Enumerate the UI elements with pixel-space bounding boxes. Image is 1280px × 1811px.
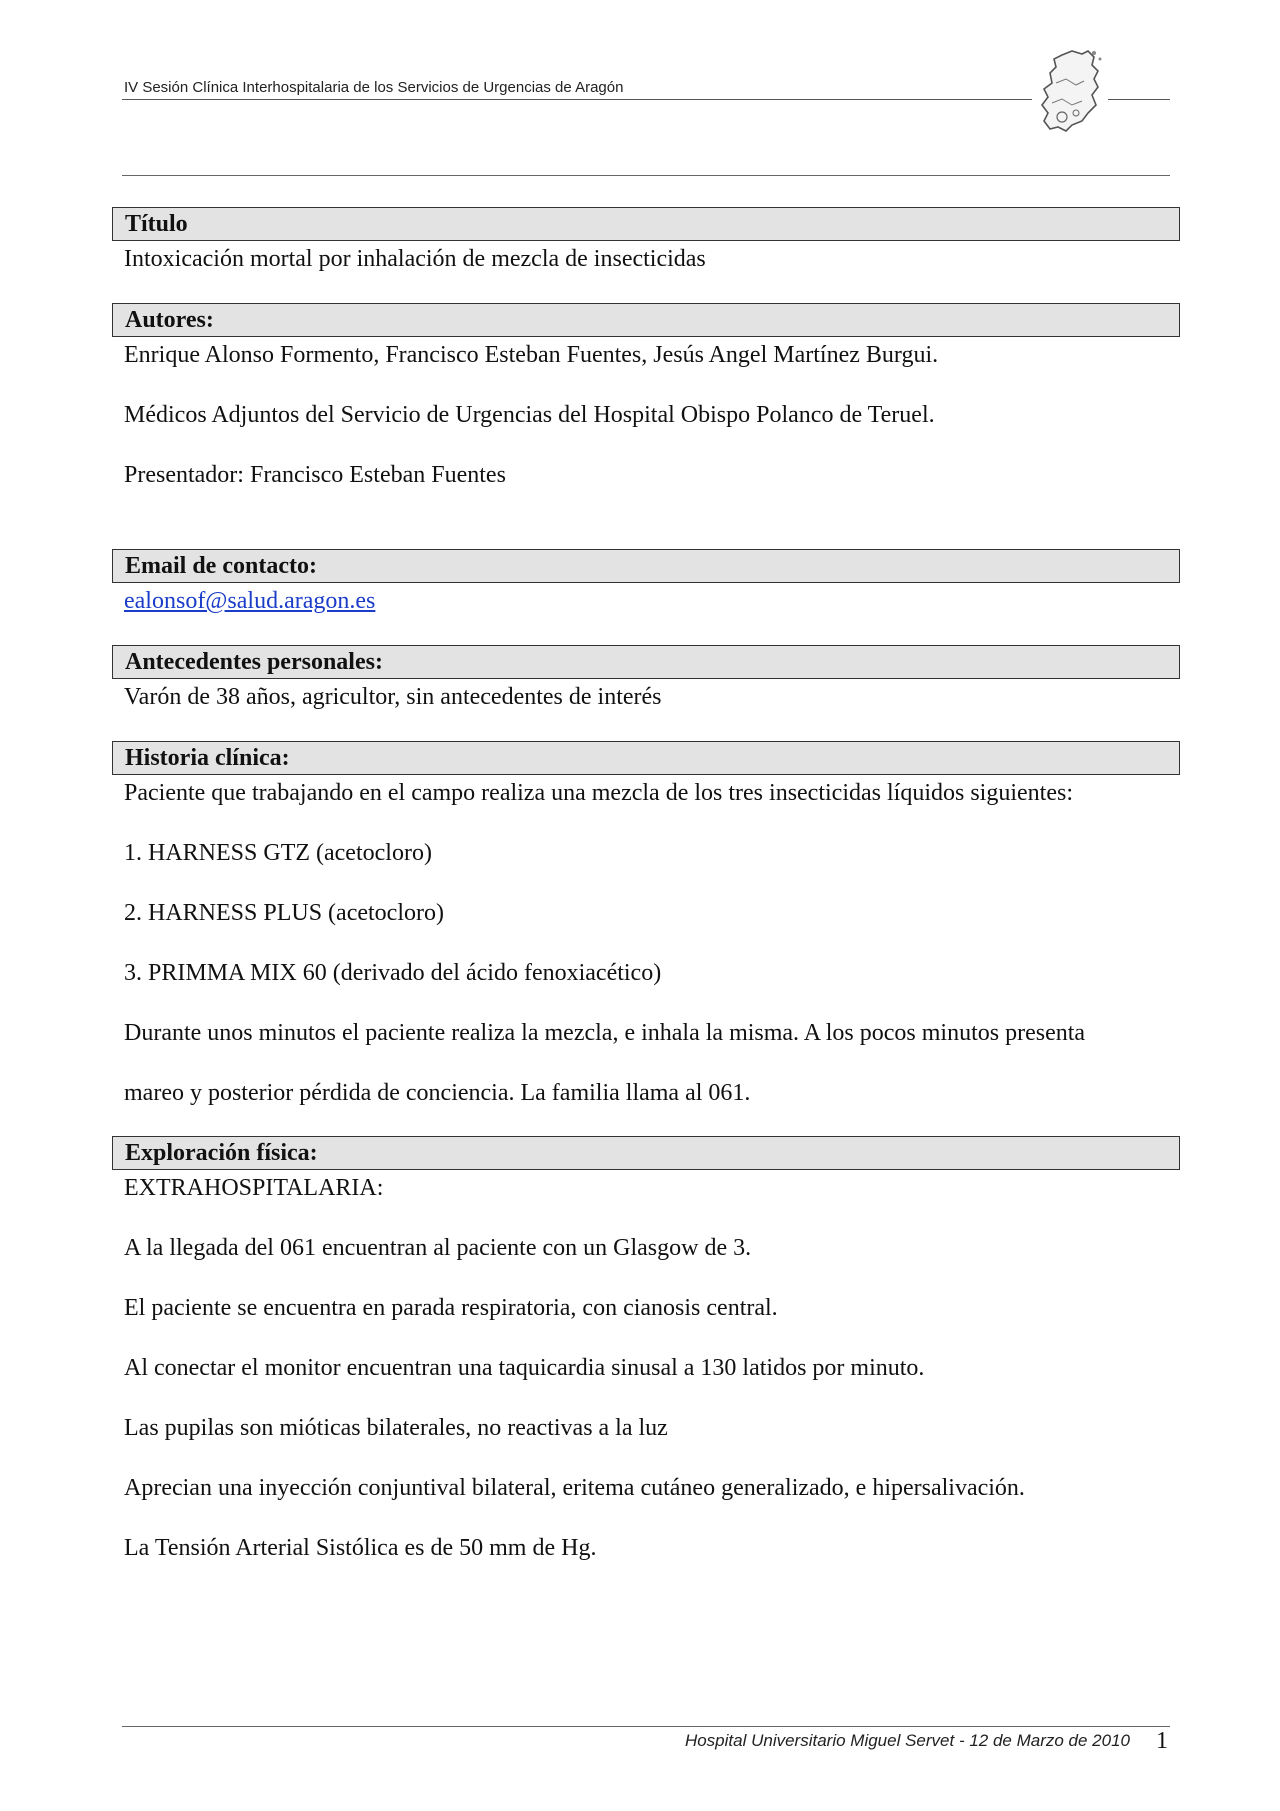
exploracion-line: Las pupilas son mióticas bilaterales, no reactivas a la luz <box>124 1415 668 1441</box>
exploracion-line: La Tensión Arterial Sistólica es de 50 mm de Hg. <box>124 1535 597 1561</box>
header-rule-right <box>1108 99 1170 100</box>
footer-text: Hospital Universitario Miguel Servet - 12 de Marzo de 2010 <box>684 1731 1130 1750</box>
titulo-text: Intoxicación mortal por inhalación de mezcla de insecticidas <box>124 246 706 272</box>
historia-paragraph-line: mareo y posterior pérdida de conciencia. La familia llama al 061. <box>124 1080 751 1106</box>
aragon-map-logo-icon <box>1032 47 1108 133</box>
section-bar-historia: Historia clínica: <box>112 741 1180 775</box>
exploracion-line: El paciente se encuentra en parada respiratoria, con cianosis central. <box>124 1295 778 1321</box>
antecedentes-text: Varón de 38 años, agricultor, sin antecedentes de interés <box>124 684 662 710</box>
autores-presenter: Presentador: Francisco Esteban Fuentes <box>124 462 506 488</box>
section-bar-email: Email de contacto: <box>112 549 1180 583</box>
section-bar-titulo: Título <box>112 207 1180 241</box>
footer-rule <box>122 1726 1170 1727</box>
header-divider <box>122 175 1170 176</box>
section-bar-autores: Autores: <box>112 303 1180 337</box>
autores-names: Enrique Alonso Formento, Francisco Esteban Fuentes, Jesús Angel Martínez Burgui. <box>124 342 939 368</box>
page-number: 1 <box>1156 1728 1168 1754</box>
header-title: IV Sesión Clínica Interhospitalaria de los Servicios de Urgencias de Aragón <box>124 79 624 96</box>
historia-item: 2. HARNESS PLUS (acetocloro) <box>124 900 444 926</box>
section-bar-exploracion: Exploración física: <box>112 1136 1180 1170</box>
exploracion-line: Aprecian una inyección conjuntival bilateral, eritema cutáneo generalizado, e hipersalivación. <box>124 1475 1025 1501</box>
exploracion-subheading: EXTRAHOSPITALARIA: <box>124 1175 384 1201</box>
section-bar-antecedentes: Antecedentes personales: <box>112 645 1180 679</box>
historia-paragraph-line: Durante unos minutos el paciente realiza la mezcla, e inhala la misma. A los pocos minutos presenta <box>124 1020 1086 1046</box>
historia-item: 3. PRIMMA MIX 60 (derivado del ácido fenoxiacético) <box>124 960 662 986</box>
email-link[interactable]: ealonsof@salud.aragon.es <box>124 588 376 614</box>
exploracion-line: A la llegada del 061 encuentran al paciente con un Glasgow de 3. <box>124 1235 752 1261</box>
header-rule <box>122 99 1032 100</box>
autores-affiliation: Médicos Adjuntos del Servicio de Urgencias del Hospital Obispo Polanco de Teruel. <box>124 402 935 428</box>
exploracion-line: Al conectar el monitor encuentran una taquicardia sinusal a 130 latidos por minuto. <box>124 1355 925 1381</box>
historia-intro: Paciente que trabajando en el campo realiza una mezcla de los tres insecticidas líquidos siguientes: <box>124 780 1073 806</box>
historia-item: 1. HARNESS GTZ (acetocloro) <box>124 840 432 866</box>
